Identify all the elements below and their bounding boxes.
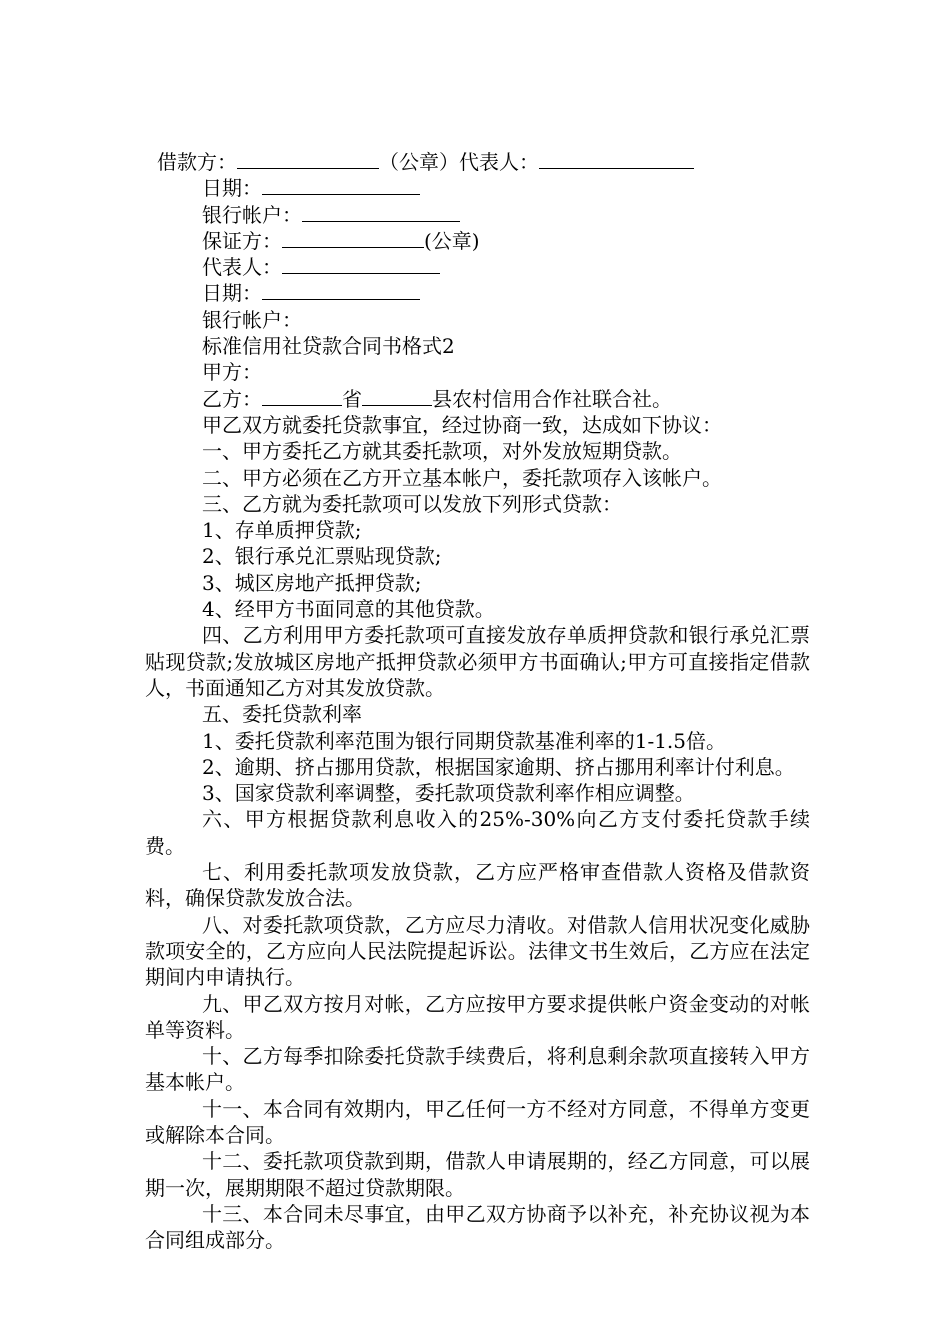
contract-title: 标准信用社贷款合同书格式2 bbox=[202, 334, 455, 359]
borrower-representative-blank bbox=[539, 150, 694, 169]
clause-2: 二、甲方必须在乙方开立基本帐户，委托款项存入该帐户。 bbox=[202, 465, 722, 490]
clause-6: 六、甲方根据贷款利息收入的25%-30%向乙方支付委托贷款手续费。 bbox=[145, 807, 810, 858]
clause-11: 十一、本合同有效期内，甲乙任何一方不经对方同意，不得单方变更或解除本合同。 bbox=[145, 1096, 810, 1147]
clause-4: 四、乙方利用甲方委托款项可直接发放存单质押贷款和银行承兑汇票贴现贷款;发放城区房地产抵押贷款必须甲方书面确认;甲方可直接指定借款人，书面通知乙方对其发放贷款。 bbox=[145, 623, 810, 700]
clause-1: 一、甲方委托乙方就其委托款项，对外发放短期贷款。 bbox=[202, 439, 682, 464]
county-blank bbox=[362, 387, 432, 406]
borrower-signature-line bbox=[145, 149, 810, 175]
clause-3-item-3: 3、城区房地产抵押贷款; bbox=[202, 570, 422, 595]
bank-account-label-2: 银行帐户： bbox=[202, 307, 302, 332]
bank-account-line-2 bbox=[145, 307, 810, 333]
province-label: 省 bbox=[342, 386, 362, 411]
clause-13: 十三、本合同未尽事宜，由甲乙双方协商予以补充，补充协议视为本合同组成部分。 bbox=[145, 1201, 810, 1253]
clause-9: 九、甲乙双方按月对帐，乙方应按甲方要求提供帐户资金变动的对帐单等资料。 bbox=[145, 991, 810, 1042]
county-label: 县农村信用合作社联合社。 bbox=[432, 386, 672, 411]
borrower-blank bbox=[237, 150, 379, 169]
province-blank bbox=[262, 387, 342, 406]
bank-account-blank-1 bbox=[302, 203, 460, 222]
representative-blank bbox=[282, 255, 440, 274]
clause-12: 十二、委托款项贷款到期，借款人申请展期的，经乙方同意，可以展期一次，展期期限不超过贷款期限。 bbox=[145, 1149, 810, 1200]
representative-line bbox=[145, 254, 810, 280]
date-blank-2 bbox=[262, 281, 420, 300]
party-b-label: 乙方： bbox=[202, 386, 262, 411]
clause-10: 十、乙方每季扣除委托贷款手续费后，将利息剩余款项直接转入甲方基本帐户。 bbox=[145, 1044, 810, 1095]
borrower-label: 借款方： bbox=[157, 150, 237, 174]
clause-8: 八、对委托款项贷款，乙方应尽力清收。对借款人信用状况变化威胁款项安全的，乙方应向人民法院提起诉讼。法律文书生效后，乙方应在法定期间内申请执行。 bbox=[145, 912, 810, 990]
clause-5-item-1: 1、委托贷款利率范围为银行同期贷款基准利率的1-1.5倍。 bbox=[202, 728, 727, 753]
date-blank-1 bbox=[262, 176, 420, 195]
date-label-2: 日期： bbox=[202, 281, 262, 306]
clause-3-item-1: 1、存单质押贷款; bbox=[202, 518, 362, 543]
date-line-2 bbox=[145, 280, 810, 306]
bank-account-label-1: 银行帐户： bbox=[202, 202, 302, 227]
guarantor-blank bbox=[282, 229, 424, 248]
borrower-seal-label: （公章）代表人： bbox=[379, 150, 539, 174]
clause-7: 七、利用委托款项发放贷款，乙方应严格审查借款人资格及借款资料，确保贷款发放合法。 bbox=[145, 860, 810, 911]
date-line-1 bbox=[145, 175, 810, 201]
guarantor-line bbox=[145, 228, 810, 254]
guarantor-label: 保证方： bbox=[202, 228, 282, 253]
party-a-line: 甲方： bbox=[202, 360, 262, 385]
intro-clause: 甲乙双方就委托贷款事宜，经过协商一致，达成如下协议： bbox=[202, 412, 722, 437]
date-label-1: 日期： bbox=[202, 176, 262, 201]
clause-3: 三、乙方就为委托款项可以发放下列形式贷款： bbox=[202, 491, 622, 516]
party-b-line bbox=[145, 386, 810, 412]
representative-label: 代表人： bbox=[202, 255, 282, 280]
clause-3-item-2: 2、银行承兑汇票贴现贷款; bbox=[202, 544, 442, 569]
guarantor-seal-label: (公章) bbox=[424, 228, 480, 253]
clause-3-item-4: 4、经甲方书面同意的其他贷款。 bbox=[202, 597, 495, 622]
document-body bbox=[145, 149, 810, 1253]
bank-account-line-1 bbox=[145, 202, 810, 228]
clause-5: 五、委托贷款利率 bbox=[202, 702, 362, 727]
clause-5-item-3: 3、国家贷款利率调整，委托款项贷款利率作相应调整。 bbox=[202, 781, 695, 806]
clause-5-item-2: 2、逾期、挤占挪用贷款，根据国家逾期、挤占挪用利率计付利息。 bbox=[202, 754, 795, 779]
